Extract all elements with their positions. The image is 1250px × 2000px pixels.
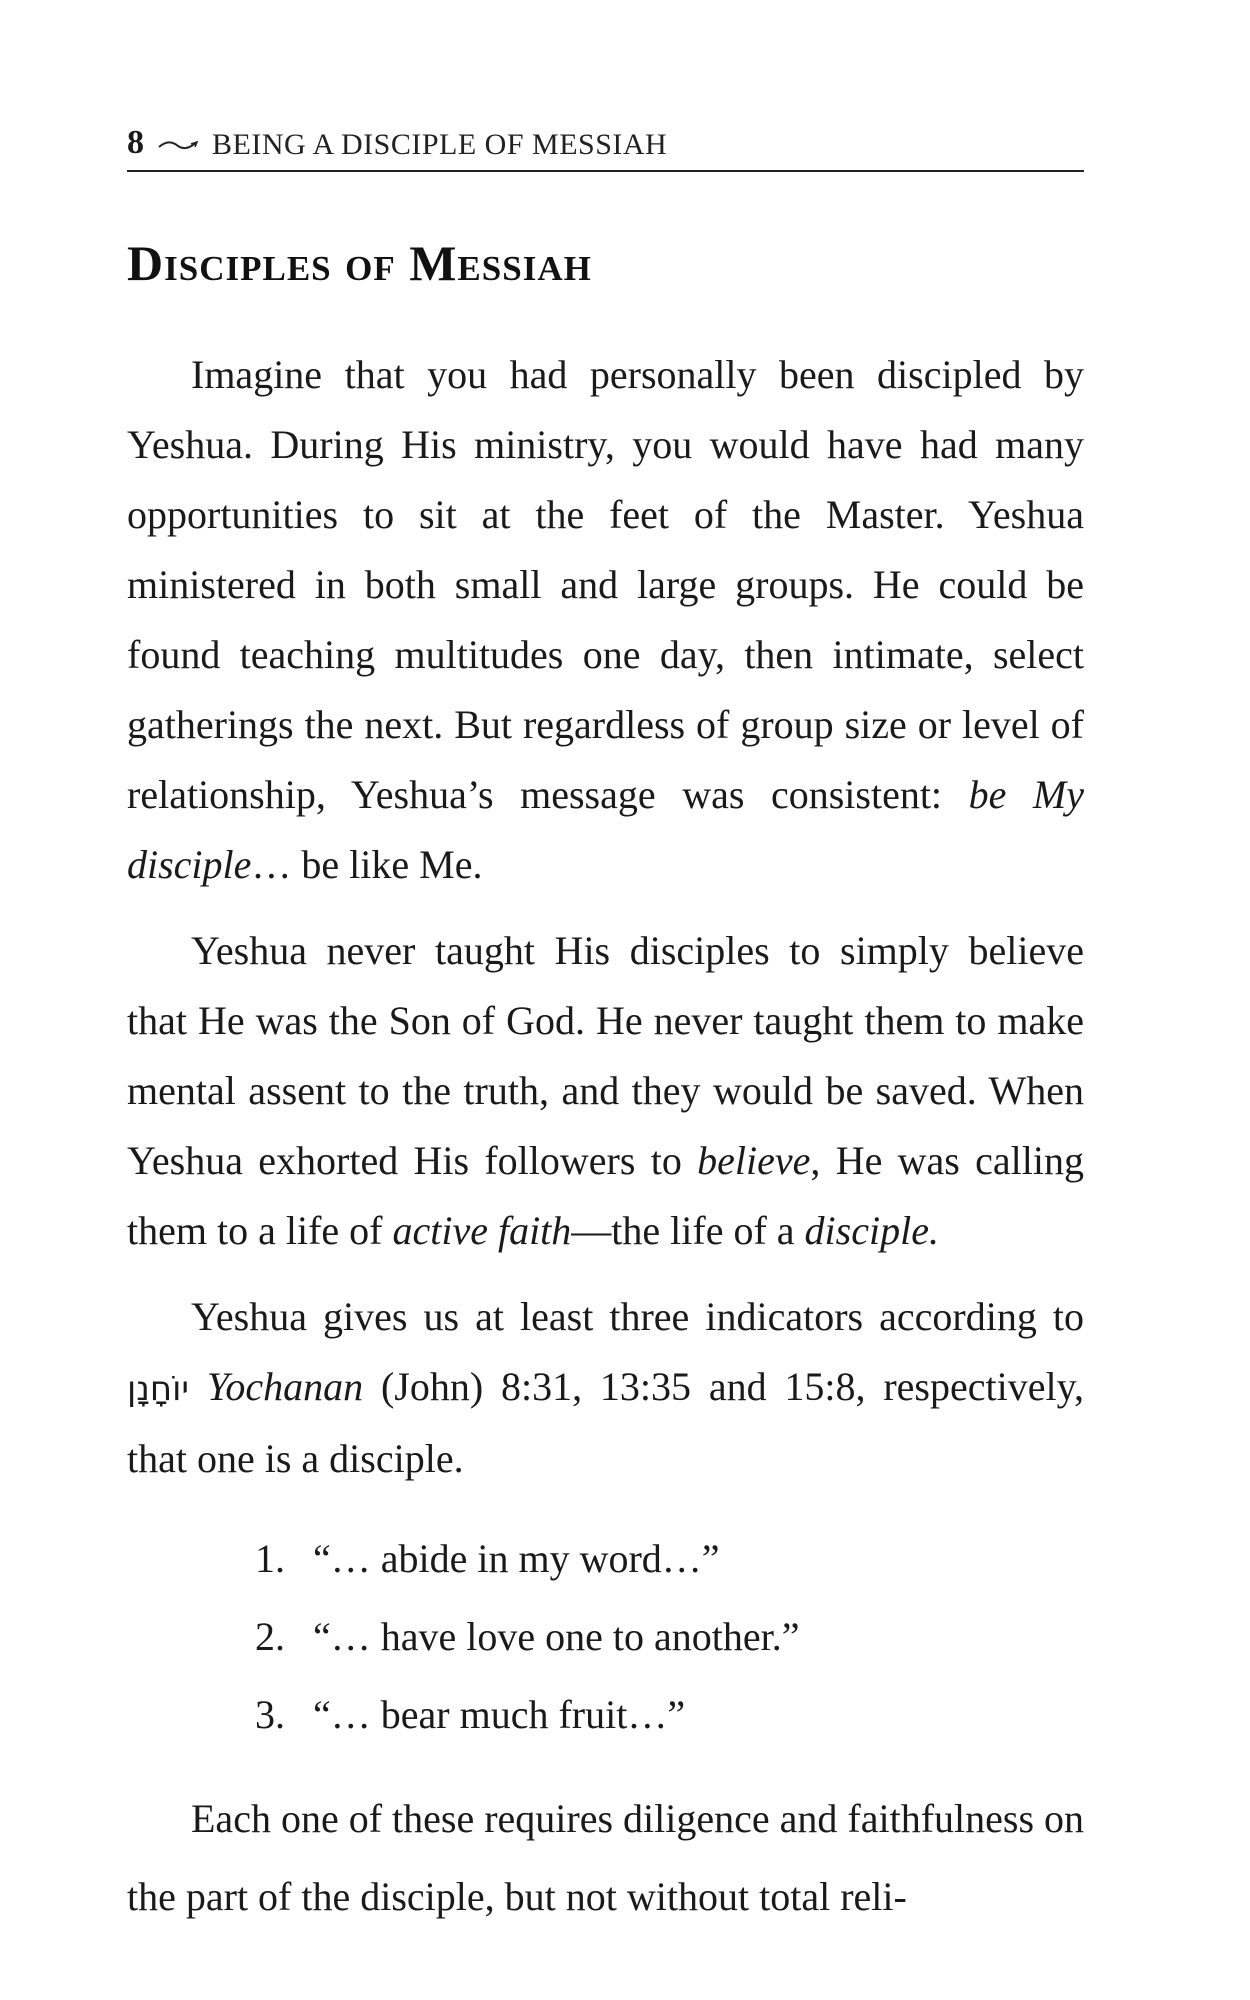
indicator-list	[127, 1520, 1084, 1754]
paragraph-1: Imagine that you had personally been discipled by Yeshua. During His ministry, you would have had many opportunities to sit at the feet of the Master. Yeshua ministered in both small and large groups. He could be found teaching multitudes one day, then intimate, select gatherings the next. But regardless of group size or level of relationship, Yeshua’s message was consistent: be My disciple… be like Me.	[127, 352, 1084, 887]
page-number: 8	[127, 124, 144, 161]
list-item: 1. “… abide in my word…”	[255, 1536, 720, 1581]
running-head	[127, 114, 1084, 172]
body-text	[127, 340, 1084, 1952]
paragraph-3: Yeshua gives us at least three indicators according to יוֹחָנָן Yochanan (John) 8:31, 13:35 and 15:8, respectively, that one is a disciple.	[127, 1294, 1084, 1481]
section-heading: Disciples of Messiah	[127, 235, 592, 291]
hebrew-word: יוֹחָנָן	[127, 1369, 189, 1409]
list-item: 2. “… have love one to another.”	[255, 1614, 800, 1659]
running-title: BEING A DISCIPLE OF MESSIAH	[212, 128, 668, 161]
paragraph-2: Yeshua never taught His disciples to simply believe that He was the Son of God. He never taught them to make mental assent to the truth, and they would be saved. When Yeshua exhorted His followers to believe, He was calling them to a life of active faith—the life of a disciple.	[127, 928, 1084, 1253]
list-item: 3. “… bear much fruit…”	[255, 1692, 686, 1737]
paragraph-4: Each one of these requires diligence and faithfulness on the part of the disciple, but not without total reli-	[127, 1796, 1085, 1919]
ornament-flourish-icon	[158, 138, 198, 156]
